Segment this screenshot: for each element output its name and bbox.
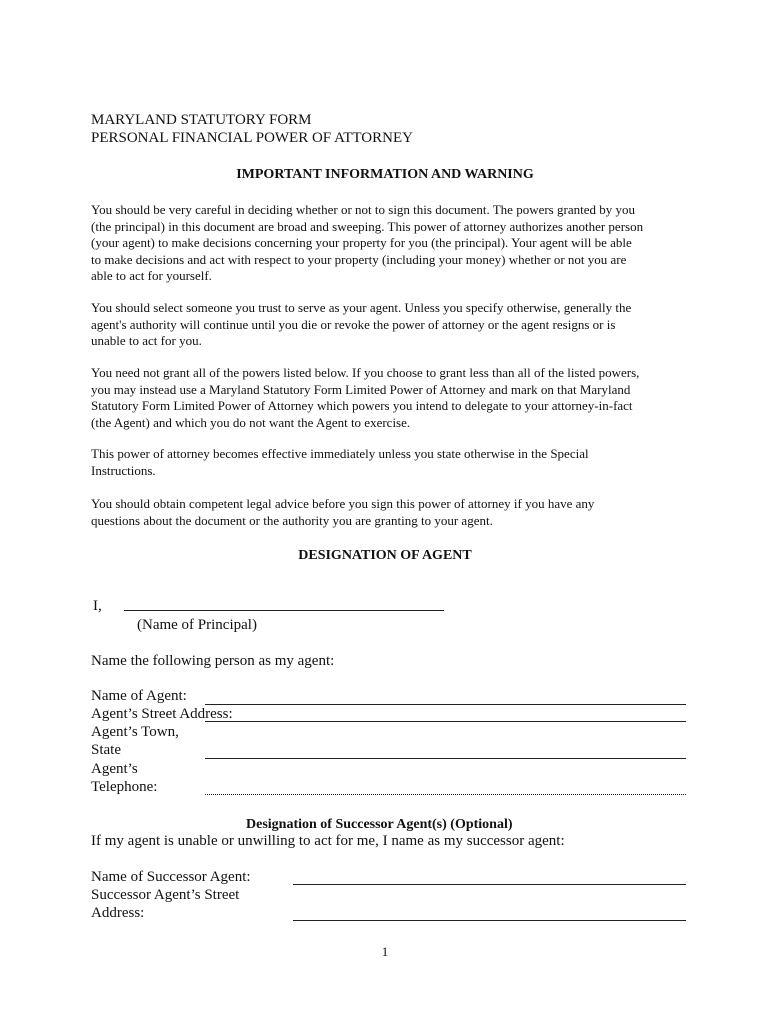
paragraph-line: (your agent) to make decisions concerning your property for you (the principal). Your agent will be able [91,235,632,251]
paragraph-3 [91,365,691,431]
designation-heading: DESIGNATION OF AGENT [298,548,472,563]
agent-name-label: Name of Agent: [91,688,187,704]
form-title-line1: MARYLAND STATUTORY FORM [91,112,312,128]
principal-caption: (Name of Principal) [137,617,257,633]
principal-prefix: I, [93,598,102,614]
paragraph-line: (the Agent) and which you do not want the Agent to exercise. [91,414,411,430]
paragraph-2 [91,300,691,350]
paragraph-5 [91,496,691,529]
principal-name-line[interactable] [124,610,444,611]
successor-street-label-2: Address: [91,905,145,921]
agent-street-label: Agent’s Street Address: [91,706,233,722]
paragraph-line: to make decisions and act with respect to your property (including your money) whether or not you are [91,251,627,267]
successor-heading: Designation of Successor Agent(s) (Optional) [246,817,513,832]
paragraph-1 [91,202,691,285]
agent-town-line[interactable] [205,758,686,759]
agent-state-label: State [91,742,121,758]
successor-name-label: Name of Successor Agent: [91,869,251,885]
successor-name-line[interactable] [293,884,686,885]
paragraph-line: You should select someone you trust to serve as your agent. Unless you specify otherwise, generally the [91,300,632,315]
successor-street-label-1: Successor Agent’s Street [91,887,240,903]
agent-phone-line[interactable] [205,794,686,795]
warning-heading: IMPORTANT INFORMATION AND WARNING [236,167,534,182]
agent-phone-label-2: Telephone: [91,779,158,795]
paragraph-line: unable to act for you. [91,333,202,349]
agent-town-label: Agent’s Town, [91,724,179,740]
agent-street-line[interactable] [205,721,686,722]
paragraph-line: You need not grant all of the powers listed below. If you choose to grant less than all of the listed powers, [91,365,640,380]
paragraph-line: (the principal) in this document are broad and sweeping. This power of attorney authorizes another person [91,218,644,234]
paragraph-4 [91,446,691,479]
successor-street-line[interactable] [293,920,686,921]
paragraph-line: You should obtain competent legal advice before you sign this power of attorney if you have any [91,496,595,511]
name-following-text: Name the following person as my agent: [91,653,335,669]
paragraph-line: able to act for yourself. [91,268,212,284]
successor-intro: If my agent is unable or unwilling to act for me, I name as my successor agent: [91,833,565,849]
page-number: 1 [381,944,389,959]
form-title-line2: PERSONAL FINANCIAL POWER OF ATTORNEY [91,130,413,146]
agent-phone-label-1: Agent’s [91,761,138,777]
paragraph-line: agent's authority will continue until you die or revoke the power of attorney or the agent resigns or is [91,316,616,332]
paragraph-line: Statutory Form Limited Power of Attorney which powers you intend to delegate to your attorney-in-fact [91,398,633,414]
paragraph-line: This power of attorney becomes effective immediately unless you state otherwise in the Special [91,446,589,461]
paragraph-line: Instructions. [91,462,156,478]
paragraph-line: questions about the document or the authority you are granting to your agent. [91,512,493,528]
paragraph-line: You should be very careful in deciding whether or not to sign this document. The powers granted by you [91,202,635,217]
paragraph-line: you may instead use a Maryland Statutory Form Limited Power of Attorney and mark on that Maryland [91,381,631,397]
agent-name-line[interactable] [205,704,686,705]
